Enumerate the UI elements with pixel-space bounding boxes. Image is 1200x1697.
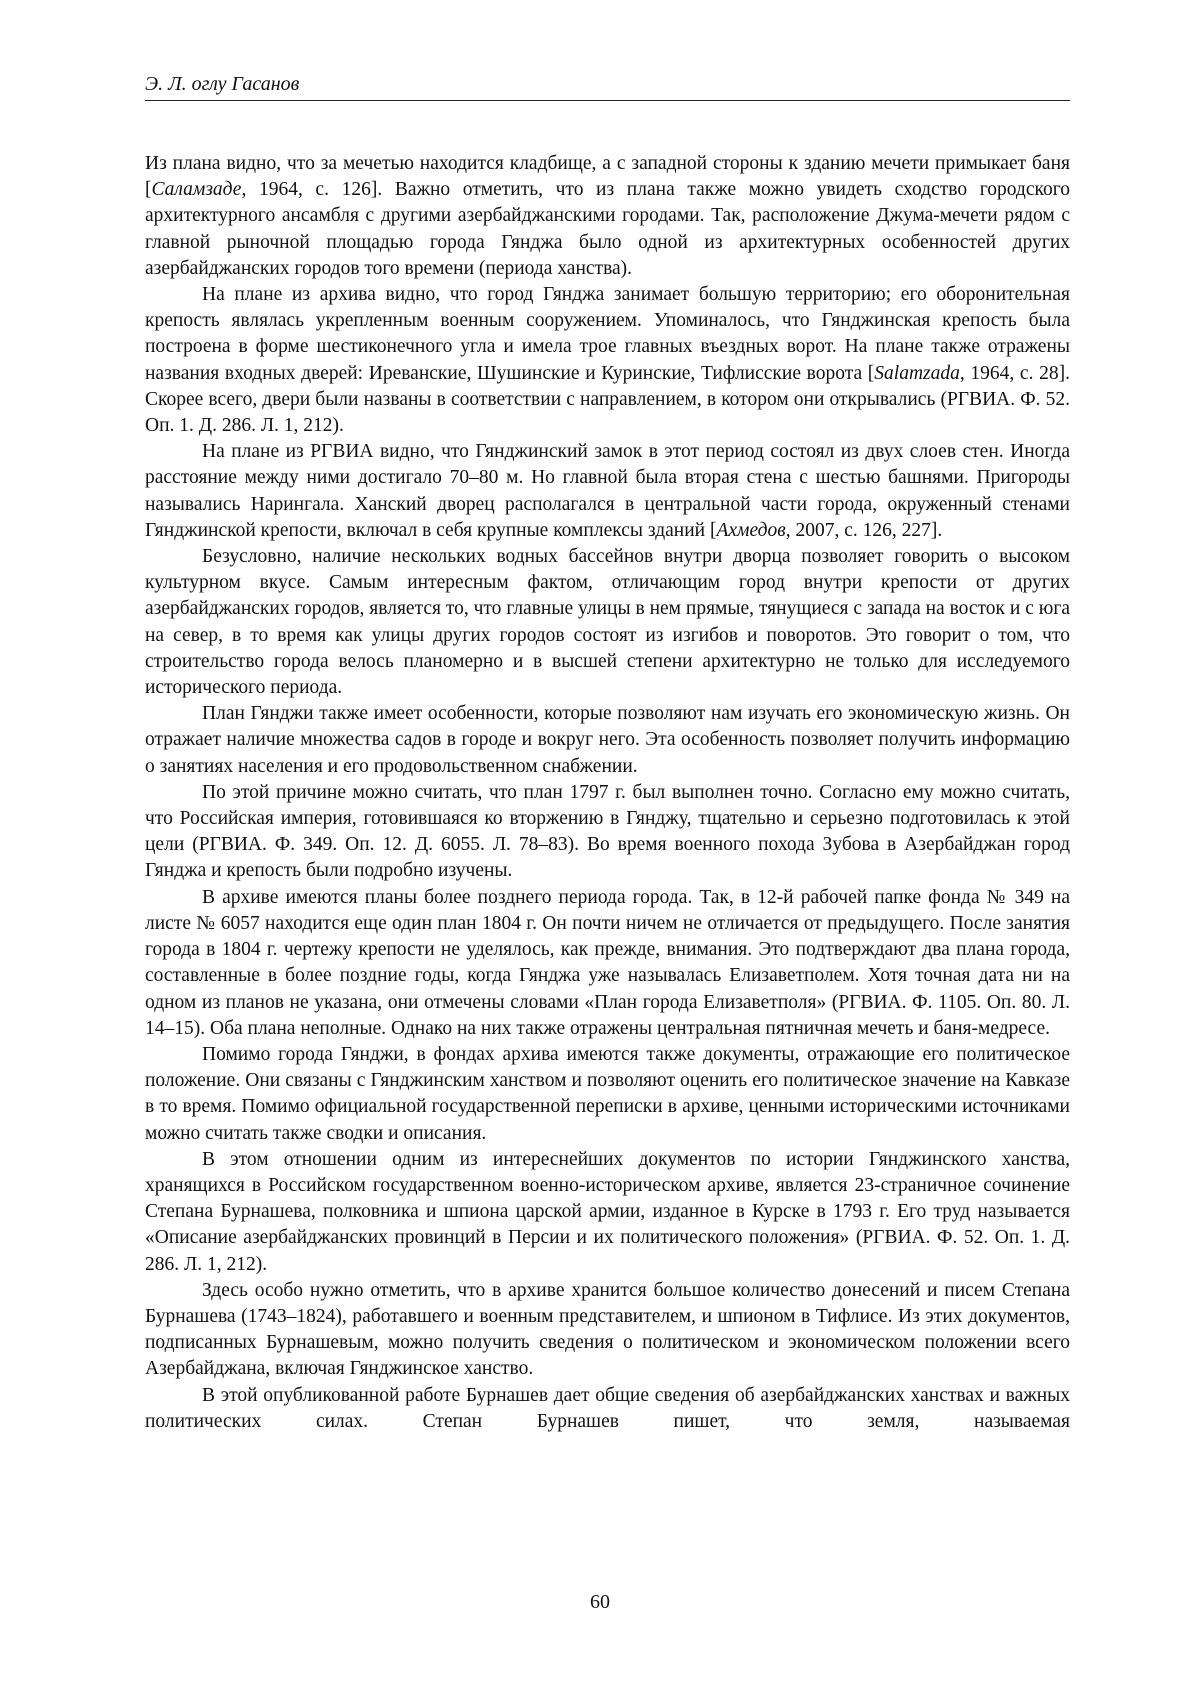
paragraph-8-text: Помимо города Гянджи, в фондах архива имеются также документы, отражающие его политическое положение. Они связаны с Гянджинским ханством и позволяют оценить его политическое значение на Кавказе в то время. Помимо официальной государственной переписки в архиве, ценными историческими источниками можно считать также сводки и описания. [145,1044,1070,1144]
paragraph-6 [145,780,1070,885]
paragraph-2-text-a: На плане из архива видно, что город Гянджа занимает большую территорию; его оборонительная крепость являлась укрепленным военным сооружением. Упоминалось, что Гянджинская крепость была построена в форме шестиконечного угла и имела трое главных въездных ворот. На плане также отражены названия входных дверей: Иреванские, Шушинские и Куринские, Тифлисские ворота [ [145,284,1070,384]
paragraph-10-text: Здесь особо нужно отметить, что в архиве хранится большое количество донесений и писем Степана Бурнашева (1743–1824), работавшего и военным представителем, и шпионом в Тифлисе. Из этих документов, подписанных Бурнашевым, можно получить сведения о политическом и экономическом положении всего Азербайджана, включая Гянджинское ханство. [145,1280,1070,1380]
paragraph-2-text-b: , 1964, с. 28]. Скорее всего, двери были названы в соответствии с направлением, в котором они открывались (РГВИА. Ф. 52. Оп. 1. Д. 286. Л. 1, 212). [145,363,1070,436]
paragraph-7-text: В архиве имеются планы более позднего периода города. Так, в 12-й рабочей папке фонда № 349 на листе № 6057 находится еще один план 1804 г. Он почти ничем не отличается от предыдущего. После занятия города в 1804 г. чертежу крепости не уделялось, как прежде, внимания. Это подтверждают два плана города, составленные в более поздние годы, когда Гянджа уже называлась Елизаветполем. Хотя точная дата ни на одном из планов не указана, они отмечены словами «План города Елизаветполя» (РГВИА. Ф. 1105. Оп. 80. Л. 14–15). Оба плана неполные. Однако на них также отражены центральная пятничная мечеть и баня-медресе. [145,887,1070,1039]
paragraph-5-text: План Гянджи также имеет особенности, которые позволяют нам изучать его экономическую жизнь. Он отражает наличие множества садов в городе и вокруг него. Эта особенность позволяет получить информацию о занятиях населения и его продовольственном снабжении. [145,703,1070,776]
paragraph-1-text-b: , 1964, с. 126]. Важно отметить, что из плана также можно увидеть сходство городского архитектурного ансамбля с другими азербайджанскими городами. Так, расположение Джума-мечети рядом с главной рыночной площадью города Гянджа было одной из архитектурных особенностей других азербайджанских городов того времени (периода ханства). [145,179,1070,279]
paragraph-3-text-b: , 2007, с. 126, 227]. [786,520,943,541]
page-number: 60 [0,1590,1200,1614]
paragraph-9-text: В этом отношении одним из интереснейших документов по истории Гянджинского ханства, хранящихся в Российском государственном военно-историческом архиве, является 23-страничное сочинение Степана Бурнашева, полковника и шпиона царской армии, изданное в Курске в 1793 г. Его труд называется «Описание азербайджанских провинций в Персии и их политического положения» (РГВИА. Ф. 52. Оп. 1. Д. 286. Л. 1, 212). [145,1149,1070,1275]
paragraph-3-text-a: На плане из РГВИА видно, что Гянджинский замок в этот период состоял из двух слоев стен. Иногда расстояние между ними достигало 70–80 м. Но главной была вторая стена с шестью башнями. Пригороды назывались Нарингала. Ханский дворец располагался в центральной части города, окруженный стенами Гянджинской крепости, включал в себя крупные комплексы зданий [ [145,441,1070,541]
citation-author-akhmedov: Ахмедов [716,520,785,541]
paragraph-8 [145,1042,1070,1147]
paragraph-11 [145,1383,1070,1435]
body-text [145,151,1070,1435]
paragraph-4 [145,544,1070,701]
running-head-author: Э. Л. оглу Гасанов [145,72,1070,101]
paragraph-1 [145,151,1070,282]
paragraph-7 [145,885,1070,1042]
paragraph-2 [145,282,1070,439]
paragraph-11-text: В этой опубликованной работе Бурнашев дает общие сведения об азербайджанских ханствах и важных политических силах. Степан Бурнашев пишет, что земля, называемая [145,1385,1070,1432]
paragraph-9 [145,1147,1070,1278]
citation-author-salamzada: Salamzada [874,363,960,384]
paragraph-10 [145,1278,1070,1383]
document-page [0,0,1200,1697]
paragraph-1-text-a: Из плана видно, что за мечетью находится кладбище, а с западной стороны к зданию мечети примыкает баня [ [145,153,1070,200]
paragraph-3 [145,439,1070,544]
paragraph-6-text: По этой причине можно считать, что план 1797 г. был выполнен точно. Согласно ему можно считать, что Российская империя, готовившаяся ко вторжению в Гянджу, тщательно и серьезно подготовилась к этой цели (РГВИА. Ф. 349. Оп. 12. Д. 6055. Л. 78–83). Во время военного похода Зубова в Азербайджан город Гянджа и крепость были подробно изучены. [145,782,1070,882]
paragraph-5 [145,701,1070,780]
paragraph-4-text: Безусловно, наличие нескольких водных бассейнов внутри дворца позволяет говорить о высоком культурном вкусе. Самым интересным фактом, отличающим город внутри крепости от других азербайджанских городов, является то, что главные улицы в нем прямые, тянущиеся с запада на восток и с юга на север, в то время как улицы других городов состоят из изгибов и поворотов. Это говорит о том, что строительство города велось планомерно и в высшей степени архитектурно не только для исследуемого исторического периода. [145,546,1070,698]
citation-author-salamzade-ru: Саламзаде [152,179,242,200]
